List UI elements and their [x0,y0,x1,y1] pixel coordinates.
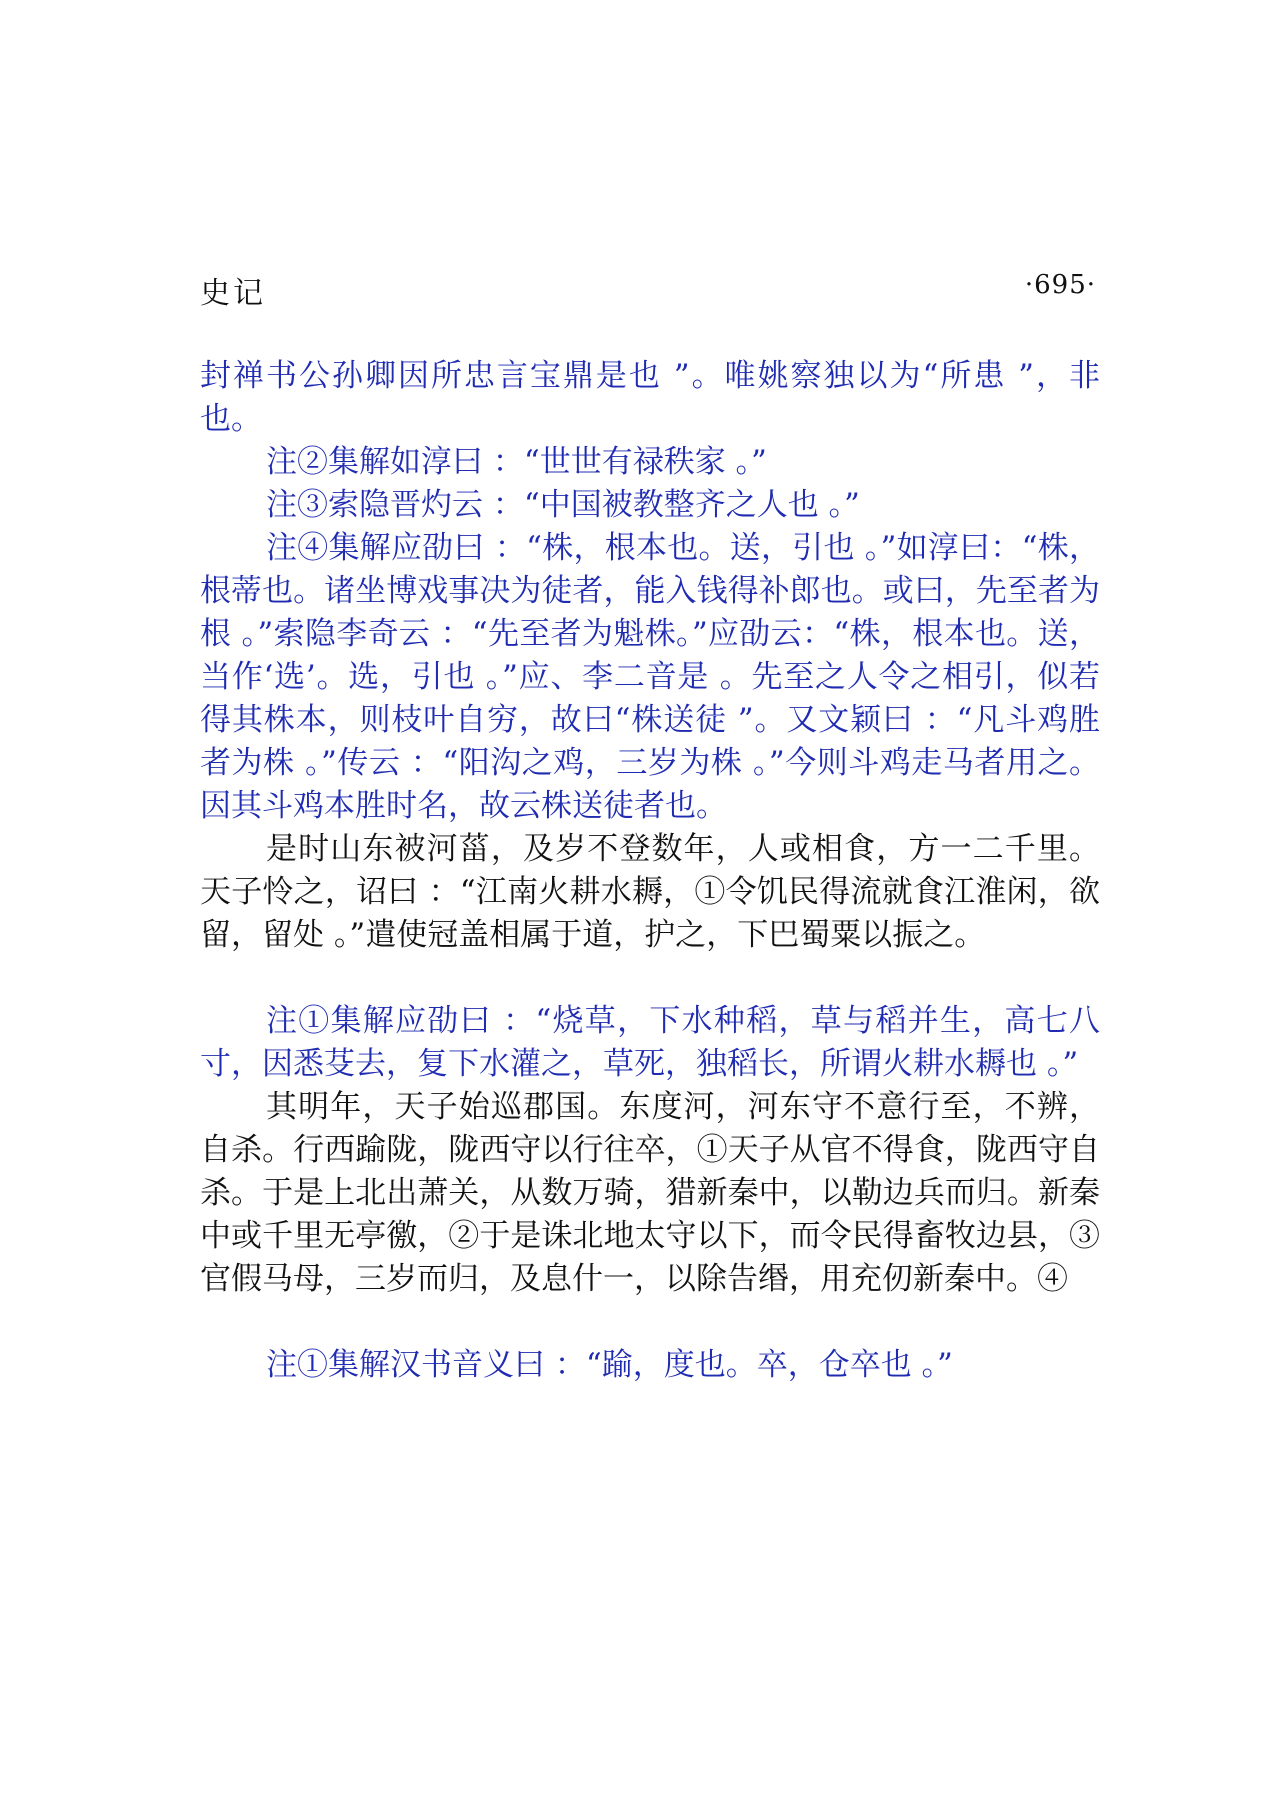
page-body [200,355,1100,1387]
note-paragraph-2: 注②集解如淳曰 ：“世世有禄秩家 。” [266,444,767,480]
note-paragraph-5: 注①集解应劭曰 ：“烧草，下水种稻，草与稻并生，高七八寸，因悉芟去，复下水灌之，草死，独稻长，所谓火耕水耨也 。” [200,1003,1100,1082]
main-text-paragraph-2: 其明年，天子始巡郡国。东度河，河东守不意行至，不辨，自杀。行西踰陇，陇西守以行往卒，①天子从官不得食，陇西守自杀。于是上北出萧关，从数万骑，猎新秦中，以勒边兵而归。新秦中或千里无亭徼，②于是诛北地太守以下，而令民得畜牧边县，③官假马母，三岁而归，及息什一，以除告缗，用充仞新秦中。④ [200,1089,1100,1297]
book-title: 史记 [200,276,266,311]
note-paragraph-6: 注①集解汉书音义曰 ：“踰，度也。卒，仓卒也 。” [266,1347,953,1383]
note-paragraph-continuation: 封禅书公孙卿因所忠言宝鼎是也 ”。唯姚察独以为“所患 ”，非也。 [200,358,1100,437]
note-paragraph-3: 注③索隐晋灼云 ：“中国被教整齐之人也 。” [266,487,860,523]
page-number: ·695· [1024,270,1096,300]
main-text-paragraph-1: 是时山东被河菑，及岁不登数年，人或相食，方一二千里。天子怜之，诏曰 ：“江南火耕水耨，①令饥民得流就食江淮闲，欲留，留处 。”遣使冠盖相属于道，护之，下巴蜀粟以振之。 [200,831,1100,953]
page-header [200,268,1096,311]
note-paragraph-4: 注④集解应劭曰 ：“株，根本也。送，引也 。”如淳曰：“株，根蒂也。诸坐博戏事决为徒者，能入钱得补郎也。或曰，先至者为根 。”索隐李奇云 ：“先至者为魁株。”应劭云：“株，根本也。送，当作‘选’。选，引也 。”应、李二音是 。先至之人令之相引，似若得其株本，则枝叶自穷，故曰“株送徒 ”。又文颖曰 ：“凡斗鸡胜者为株 。”传云 ：“阳沟之鸡，三岁为株 。”今则斗鸡走马者用之。因其斗鸡本胜时名，故云株送徒者也。 [200,530,1100,824]
